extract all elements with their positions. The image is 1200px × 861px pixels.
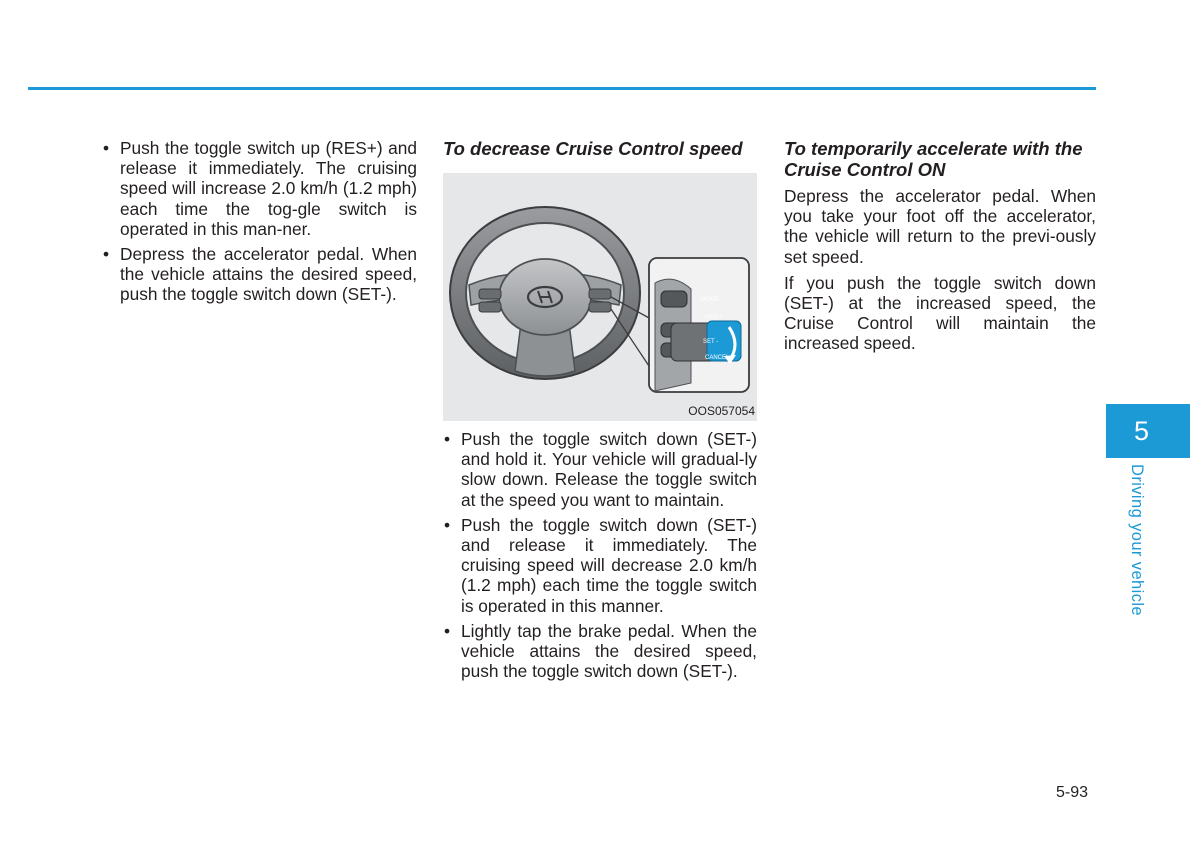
list-item: • Push the toggle switch down (SET-) and release it immediately. The cruising speed will decrease 2.0 km/h (1.2 mph) each time the toggle switch is operated in this manner. <box>444 514 757 616</box>
bullet-list <box>102 138 417 305</box>
list-item: • Depress the accelerator pedal. When the vehicle attains the desired speed, push the toggle switch down (SET-). <box>103 244 417 305</box>
set-label: SET - <box>703 339 719 345</box>
bullet-icon: • <box>444 429 451 449</box>
column-3 <box>784 138 1096 360</box>
list-item: • Push the toggle switch up (RES+) and release it immediately. The cruising speed will increase 2.0 km/h (1.2 mph) each time the tog-gle switch is operated in this man-ner. <box>103 138 417 239</box>
list-item: • Push the toggle switch down (SET-) and hold it. Your vehicle will gradual-ly slow down. Release the toggle switch at the speed you want to maintain. <box>444 429 757 510</box>
column-2 <box>443 138 757 686</box>
bullet-icon: • <box>444 620 451 641</box>
bullet-icon: • <box>103 244 110 265</box>
steering-wheel-figure <box>443 173 757 421</box>
paragraph: If you push the toggle switch down (SET-) at the increased speed, the Cruise Control will maintain the increased speed. <box>784 272 1096 354</box>
figure-code: OOS057054 <box>688 404 755 418</box>
chapter-tab: 5 <box>1106 404 1190 458</box>
chapter-title: Driving your vehicle <box>1128 464 1146 616</box>
bullet-list <box>443 429 757 681</box>
cancel-label: CANCEL <box>705 355 730 361</box>
page-number: 5-93 <box>1056 784 1089 801</box>
bullet-icon: • <box>444 514 451 535</box>
section-heading: To decrease Cruise Control speed <box>443 138 743 159</box>
mode-label: MODE <box>701 297 719 303</box>
list-item: • Lightly tap the brake pedal. When the vehicle attains the desired speed, push the toggle switch down (SET-). <box>444 620 757 682</box>
res-label: RES + <box>705 315 723 321</box>
column-1 <box>102 138 417 310</box>
section-heading: To temporarily accelerate with the Cruise Control ON <box>784 138 1083 180</box>
bullet-icon: • <box>103 138 110 158</box>
steering-wheel-illustration <box>443 173 757 421</box>
header-rule <box>28 87 1096 90</box>
paragraph: Depress the accelerator pedal. When you take your foot off the accelerator, the vehicle will return to the previ-ously set speed. <box>784 186 1096 267</box>
